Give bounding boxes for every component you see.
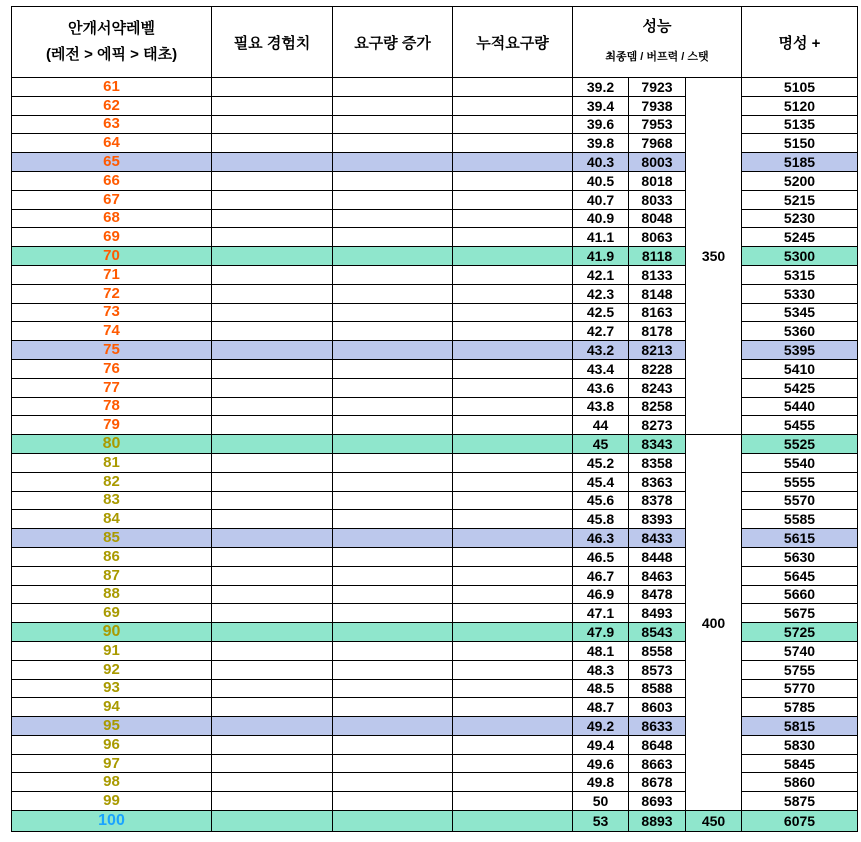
buff-cell: 8243 bbox=[629, 378, 686, 397]
level-cell: 66 bbox=[12, 171, 212, 190]
buff-cell: 8478 bbox=[629, 585, 686, 604]
fame-cell: 5120 bbox=[742, 96, 858, 115]
header-req-cum: 누적요구량 bbox=[453, 7, 573, 78]
exp-cell bbox=[212, 623, 333, 642]
buff-cell: 8573 bbox=[629, 660, 686, 679]
dmg-cell: 47.9 bbox=[573, 623, 629, 642]
exp-cell bbox=[212, 416, 333, 435]
level-cell: 82 bbox=[12, 472, 212, 491]
header-fame: 명성 + bbox=[742, 7, 858, 78]
req-inc-cell bbox=[333, 341, 453, 360]
buff-cell: 8378 bbox=[629, 491, 686, 510]
req-cum-cell bbox=[453, 717, 573, 736]
dmg-cell: 48.5 bbox=[573, 679, 629, 698]
req-cum-cell bbox=[453, 698, 573, 717]
exp-cell bbox=[212, 322, 333, 341]
req-cum-cell bbox=[453, 284, 573, 303]
header-level-line1: 안개서약레벨 bbox=[68, 20, 155, 37]
level-cell: 83 bbox=[12, 491, 212, 510]
exp-cell bbox=[212, 341, 333, 360]
dmg-cell: 46.3 bbox=[573, 529, 629, 548]
exp-cell bbox=[212, 153, 333, 172]
dmg-cell: 39.4 bbox=[573, 96, 629, 115]
exp-cell bbox=[212, 397, 333, 416]
level-cell: 91 bbox=[12, 641, 212, 660]
dmg-cell: 42.3 bbox=[573, 284, 629, 303]
req-cum-cell bbox=[453, 604, 573, 623]
req-inc-cell bbox=[333, 153, 453, 172]
req-cum-cell bbox=[453, 78, 573, 97]
fame-cell: 5830 bbox=[742, 735, 858, 754]
exp-cell bbox=[212, 491, 333, 510]
level-cell: 74 bbox=[12, 322, 212, 341]
level-cell: 84 bbox=[12, 510, 212, 529]
req-inc-cell bbox=[333, 359, 453, 378]
dmg-cell: 39.2 bbox=[573, 78, 629, 97]
req-cum-cell bbox=[453, 679, 573, 698]
dmg-cell: 43.8 bbox=[573, 397, 629, 416]
buff-cell: 7968 bbox=[629, 134, 686, 153]
req-inc-cell bbox=[333, 660, 453, 679]
level-cell: 68 bbox=[12, 209, 212, 228]
req-cum-cell bbox=[453, 209, 573, 228]
req-cum-cell bbox=[453, 585, 573, 604]
dmg-cell: 48.7 bbox=[573, 698, 629, 717]
req-inc-cell bbox=[333, 754, 453, 773]
buff-cell: 8358 bbox=[629, 453, 686, 472]
header-level bbox=[12, 7, 212, 78]
table-body bbox=[12, 78, 858, 832]
buff-cell: 8633 bbox=[629, 717, 686, 736]
req-inc-cell bbox=[333, 209, 453, 228]
level-cell: 80 bbox=[12, 435, 212, 454]
req-cum-cell bbox=[453, 341, 573, 360]
req-cum-cell bbox=[453, 547, 573, 566]
buff-cell: 8258 bbox=[629, 397, 686, 416]
req-cum-cell bbox=[453, 303, 573, 322]
fame-cell: 5525 bbox=[742, 435, 858, 454]
dmg-cell: 43.6 bbox=[573, 378, 629, 397]
dmg-cell: 42.7 bbox=[573, 322, 629, 341]
exp-cell bbox=[212, 228, 333, 247]
fame-cell: 5645 bbox=[742, 566, 858, 585]
level-cell: 78 bbox=[12, 397, 212, 416]
req-inc-cell bbox=[333, 247, 453, 266]
exp-cell bbox=[212, 604, 333, 623]
level-cell: 69 bbox=[12, 604, 212, 623]
dmg-cell: 45.2 bbox=[573, 453, 629, 472]
fame-cell: 5770 bbox=[742, 679, 858, 698]
fame-cell: 5755 bbox=[742, 660, 858, 679]
req-cum-cell bbox=[453, 416, 573, 435]
exp-cell bbox=[212, 510, 333, 529]
req-inc-cell bbox=[333, 679, 453, 698]
req-cum-cell bbox=[453, 754, 573, 773]
level-cell: 77 bbox=[12, 378, 212, 397]
req-cum-cell bbox=[453, 529, 573, 548]
req-cum-cell bbox=[453, 153, 573, 172]
dmg-cell: 39.6 bbox=[573, 115, 629, 134]
req-cum-cell bbox=[453, 566, 573, 585]
level-cell: 94 bbox=[12, 698, 212, 717]
req-inc-cell bbox=[333, 641, 453, 660]
req-cum-cell bbox=[453, 773, 573, 792]
dmg-cell: 50 bbox=[573, 792, 629, 811]
level-cell: 86 bbox=[12, 547, 212, 566]
fame-cell: 5150 bbox=[742, 134, 858, 153]
dmg-cell: 48.3 bbox=[573, 660, 629, 679]
req-inc-cell bbox=[333, 735, 453, 754]
header-req-inc: 요구량 증가 bbox=[333, 7, 453, 78]
level-cell: 81 bbox=[12, 453, 212, 472]
fame-cell: 5440 bbox=[742, 397, 858, 416]
dmg-cell: 43.2 bbox=[573, 341, 629, 360]
req-inc-cell bbox=[333, 322, 453, 341]
level-cell: 93 bbox=[12, 679, 212, 698]
exp-cell bbox=[212, 529, 333, 548]
level-cell: 99 bbox=[12, 792, 212, 811]
buff-cell: 8463 bbox=[629, 566, 686, 585]
req-cum-cell bbox=[453, 171, 573, 190]
fame-cell: 5630 bbox=[742, 547, 858, 566]
exp-cell bbox=[212, 547, 333, 566]
level-cell: 70 bbox=[12, 247, 212, 266]
fame-cell: 5215 bbox=[742, 190, 858, 209]
fame-cell: 5315 bbox=[742, 265, 858, 284]
req-inc-cell bbox=[333, 397, 453, 416]
req-inc-cell bbox=[333, 228, 453, 247]
buff-cell: 8663 bbox=[629, 754, 686, 773]
fame-cell: 5410 bbox=[742, 359, 858, 378]
dmg-cell: 45.6 bbox=[573, 491, 629, 510]
req-inc-cell bbox=[333, 472, 453, 491]
table-row bbox=[12, 811, 858, 832]
req-cum-cell bbox=[453, 96, 573, 115]
buff-cell: 8693 bbox=[629, 792, 686, 811]
level-cell: 73 bbox=[12, 303, 212, 322]
dmg-cell: 46.7 bbox=[573, 566, 629, 585]
buff-cell: 8543 bbox=[629, 623, 686, 642]
level-cell: 85 bbox=[12, 529, 212, 548]
stat-cell: 350 bbox=[686, 78, 742, 435]
dmg-cell: 40.9 bbox=[573, 209, 629, 228]
req-inc-cell bbox=[333, 416, 453, 435]
dmg-cell: 49.8 bbox=[573, 773, 629, 792]
fame-cell: 5185 bbox=[742, 153, 858, 172]
buff-cell: 8273 bbox=[629, 416, 686, 435]
level-cell: 87 bbox=[12, 566, 212, 585]
level-cell: 72 bbox=[12, 284, 212, 303]
dmg-cell: 49.2 bbox=[573, 717, 629, 736]
exp-cell bbox=[212, 190, 333, 209]
buff-cell: 8678 bbox=[629, 773, 686, 792]
fame-cell: 5540 bbox=[742, 453, 858, 472]
req-cum-cell bbox=[453, 510, 573, 529]
dmg-cell: 40.5 bbox=[573, 171, 629, 190]
fame-cell: 5570 bbox=[742, 491, 858, 510]
dmg-cell: 44 bbox=[573, 416, 629, 435]
table-row bbox=[12, 78, 858, 97]
level-table bbox=[11, 6, 858, 832]
dmg-cell: 45.4 bbox=[573, 472, 629, 491]
req-inc-cell bbox=[333, 96, 453, 115]
exp-cell bbox=[212, 566, 333, 585]
buff-cell: 8393 bbox=[629, 510, 686, 529]
header-level-line2: (레전 > 에픽 > 태초) bbox=[45, 46, 178, 63]
fame-cell: 5395 bbox=[742, 341, 858, 360]
fame-cell: 5360 bbox=[742, 322, 858, 341]
header-perf-sub: 최종뎀 / 버프력 / 스탯 bbox=[605, 51, 709, 63]
buff-cell: 7953 bbox=[629, 115, 686, 134]
level-cell: 98 bbox=[12, 773, 212, 792]
buff-cell: 8363 bbox=[629, 472, 686, 491]
exp-cell bbox=[212, 435, 333, 454]
fame-cell: 5345 bbox=[742, 303, 858, 322]
req-inc-cell bbox=[333, 698, 453, 717]
req-inc-cell bbox=[333, 491, 453, 510]
level-cell: 63 bbox=[12, 115, 212, 134]
req-inc-cell bbox=[333, 171, 453, 190]
req-inc-cell bbox=[333, 510, 453, 529]
dmg-cell: 45.8 bbox=[573, 510, 629, 529]
req-inc-cell bbox=[333, 623, 453, 642]
level-cell: 76 bbox=[12, 359, 212, 378]
exp-cell bbox=[212, 378, 333, 397]
stat-cell: 400 bbox=[686, 435, 742, 811]
req-inc-cell bbox=[333, 134, 453, 153]
req-cum-cell bbox=[453, 623, 573, 642]
fame-cell: 5245 bbox=[742, 228, 858, 247]
dmg-cell: 47.1 bbox=[573, 604, 629, 623]
exp-cell bbox=[212, 754, 333, 773]
header-row bbox=[12, 7, 858, 78]
fame-cell: 5230 bbox=[742, 209, 858, 228]
req-cum-cell bbox=[453, 322, 573, 341]
dmg-cell: 40.3 bbox=[573, 153, 629, 172]
req-inc-cell bbox=[333, 566, 453, 585]
buff-cell: 8648 bbox=[629, 735, 686, 754]
exp-cell bbox=[212, 359, 333, 378]
level-cell: 96 bbox=[12, 735, 212, 754]
fame-cell: 5725 bbox=[742, 623, 858, 642]
table-row bbox=[12, 435, 858, 454]
dmg-cell: 42.5 bbox=[573, 303, 629, 322]
exp-cell bbox=[212, 453, 333, 472]
buff-cell: 8033 bbox=[629, 190, 686, 209]
buff-cell: 8048 bbox=[629, 209, 686, 228]
req-cum-cell bbox=[453, 735, 573, 754]
exp-cell bbox=[212, 679, 333, 698]
buff-cell: 8063 bbox=[629, 228, 686, 247]
exp-cell bbox=[212, 265, 333, 284]
exp-cell bbox=[212, 585, 333, 604]
req-inc-cell bbox=[333, 773, 453, 792]
buff-cell: 8213 bbox=[629, 341, 686, 360]
buff-cell: 8018 bbox=[629, 171, 686, 190]
fame-cell: 5660 bbox=[742, 585, 858, 604]
req-cum-cell bbox=[453, 472, 573, 491]
req-inc-cell bbox=[333, 792, 453, 811]
fame-cell: 6075 bbox=[742, 811, 858, 832]
dmg-cell: 53 bbox=[573, 811, 629, 832]
exp-cell bbox=[212, 792, 333, 811]
dmg-cell: 45 bbox=[573, 435, 629, 454]
fame-cell: 5785 bbox=[742, 698, 858, 717]
fame-cell: 5330 bbox=[742, 284, 858, 303]
level-cell: 71 bbox=[12, 265, 212, 284]
level-cell: 79 bbox=[12, 416, 212, 435]
buff-cell: 7938 bbox=[629, 96, 686, 115]
buff-cell: 8228 bbox=[629, 359, 686, 378]
req-cum-cell bbox=[453, 660, 573, 679]
level-cell: 61 bbox=[12, 78, 212, 97]
exp-cell bbox=[212, 247, 333, 266]
req-cum-cell bbox=[453, 811, 573, 832]
fame-cell: 5875 bbox=[742, 792, 858, 811]
exp-cell bbox=[212, 717, 333, 736]
dmg-cell: 40.7 bbox=[573, 190, 629, 209]
req-cum-cell bbox=[453, 792, 573, 811]
exp-cell bbox=[212, 773, 333, 792]
dmg-cell: 41.1 bbox=[573, 228, 629, 247]
req-cum-cell bbox=[453, 190, 573, 209]
req-cum-cell bbox=[453, 134, 573, 153]
req-cum-cell bbox=[453, 247, 573, 266]
level-cell: 65 bbox=[12, 153, 212, 172]
exp-cell bbox=[212, 115, 333, 134]
buff-cell: 8178 bbox=[629, 322, 686, 341]
header-exp: 필요 경험치 bbox=[212, 7, 333, 78]
req-inc-cell bbox=[333, 453, 453, 472]
req-cum-cell bbox=[453, 491, 573, 510]
buff-cell: 8448 bbox=[629, 547, 686, 566]
dmg-cell: 48.1 bbox=[573, 641, 629, 660]
buff-cell: 8003 bbox=[629, 153, 686, 172]
fame-cell: 5555 bbox=[742, 472, 858, 491]
exp-cell bbox=[212, 811, 333, 832]
exp-cell bbox=[212, 660, 333, 679]
buff-cell: 8433 bbox=[629, 529, 686, 548]
fame-cell: 5425 bbox=[742, 378, 858, 397]
exp-cell bbox=[212, 171, 333, 190]
buff-cell: 7923 bbox=[629, 78, 686, 97]
req-inc-cell bbox=[333, 284, 453, 303]
req-inc-cell bbox=[333, 303, 453, 322]
fame-cell: 5675 bbox=[742, 604, 858, 623]
exp-cell bbox=[212, 134, 333, 153]
level-cell: 100 bbox=[12, 811, 212, 832]
req-cum-cell bbox=[453, 378, 573, 397]
exp-cell bbox=[212, 209, 333, 228]
req-inc-cell bbox=[333, 190, 453, 209]
exp-cell bbox=[212, 284, 333, 303]
exp-cell bbox=[212, 78, 333, 97]
level-cell: 64 bbox=[12, 134, 212, 153]
buff-cell: 8588 bbox=[629, 679, 686, 698]
fame-cell: 5135 bbox=[742, 115, 858, 134]
req-cum-cell bbox=[453, 115, 573, 134]
fame-cell: 5615 bbox=[742, 529, 858, 548]
req-cum-cell bbox=[453, 359, 573, 378]
req-inc-cell bbox=[333, 604, 453, 623]
req-inc-cell bbox=[333, 378, 453, 397]
buff-cell: 8148 bbox=[629, 284, 686, 303]
level-cell: 95 bbox=[12, 717, 212, 736]
fame-cell: 5105 bbox=[742, 78, 858, 97]
req-cum-cell bbox=[453, 435, 573, 454]
req-inc-cell bbox=[333, 529, 453, 548]
buff-cell: 8558 bbox=[629, 641, 686, 660]
fame-cell: 5845 bbox=[742, 754, 858, 773]
buff-cell: 8893 bbox=[629, 811, 686, 832]
fame-cell: 5455 bbox=[742, 416, 858, 435]
dmg-cell: 46.9 bbox=[573, 585, 629, 604]
buff-cell: 8493 bbox=[629, 604, 686, 623]
level-cell: 90 bbox=[12, 623, 212, 642]
level-cell: 69 bbox=[12, 228, 212, 247]
stat-cell: 450 bbox=[686, 811, 742, 832]
req-inc-cell bbox=[333, 547, 453, 566]
buff-cell: 8133 bbox=[629, 265, 686, 284]
exp-cell bbox=[212, 641, 333, 660]
req-cum-cell bbox=[453, 397, 573, 416]
exp-cell bbox=[212, 303, 333, 322]
dmg-cell: 39.8 bbox=[573, 134, 629, 153]
req-cum-cell bbox=[453, 453, 573, 472]
req-inc-cell bbox=[333, 435, 453, 454]
fame-cell: 5200 bbox=[742, 171, 858, 190]
fame-cell: 5585 bbox=[742, 510, 858, 529]
req-inc-cell bbox=[333, 811, 453, 832]
level-cell: 92 bbox=[12, 660, 212, 679]
buff-cell: 8118 bbox=[629, 247, 686, 266]
req-inc-cell bbox=[333, 78, 453, 97]
req-inc-cell bbox=[333, 585, 453, 604]
req-cum-cell bbox=[453, 265, 573, 284]
exp-cell bbox=[212, 735, 333, 754]
dmg-cell: 46.5 bbox=[573, 547, 629, 566]
fame-cell: 5740 bbox=[742, 641, 858, 660]
fame-cell: 5860 bbox=[742, 773, 858, 792]
dmg-cell: 43.4 bbox=[573, 359, 629, 378]
level-cell: 97 bbox=[12, 754, 212, 773]
buff-cell: 8343 bbox=[629, 435, 686, 454]
exp-cell bbox=[212, 698, 333, 717]
fame-cell: 5815 bbox=[742, 717, 858, 736]
dmg-cell: 42.1 bbox=[573, 265, 629, 284]
level-cell: 88 bbox=[12, 585, 212, 604]
dmg-cell: 49.4 bbox=[573, 735, 629, 754]
buff-cell: 8163 bbox=[629, 303, 686, 322]
req-inc-cell bbox=[333, 115, 453, 134]
level-cell: 67 bbox=[12, 190, 212, 209]
dmg-cell: 49.6 bbox=[573, 754, 629, 773]
req-cum-cell bbox=[453, 641, 573, 660]
header-perf bbox=[573, 7, 742, 78]
fame-cell: 5300 bbox=[742, 247, 858, 266]
req-inc-cell bbox=[333, 717, 453, 736]
exp-cell bbox=[212, 472, 333, 491]
buff-cell: 8603 bbox=[629, 698, 686, 717]
req-inc-cell bbox=[333, 265, 453, 284]
req-cum-cell bbox=[453, 228, 573, 247]
level-cell: 75 bbox=[12, 341, 212, 360]
level-cell: 62 bbox=[12, 96, 212, 115]
dmg-cell: 41.9 bbox=[573, 247, 629, 266]
header-perf-title: 성능 bbox=[642, 18, 672, 35]
exp-cell bbox=[212, 96, 333, 115]
